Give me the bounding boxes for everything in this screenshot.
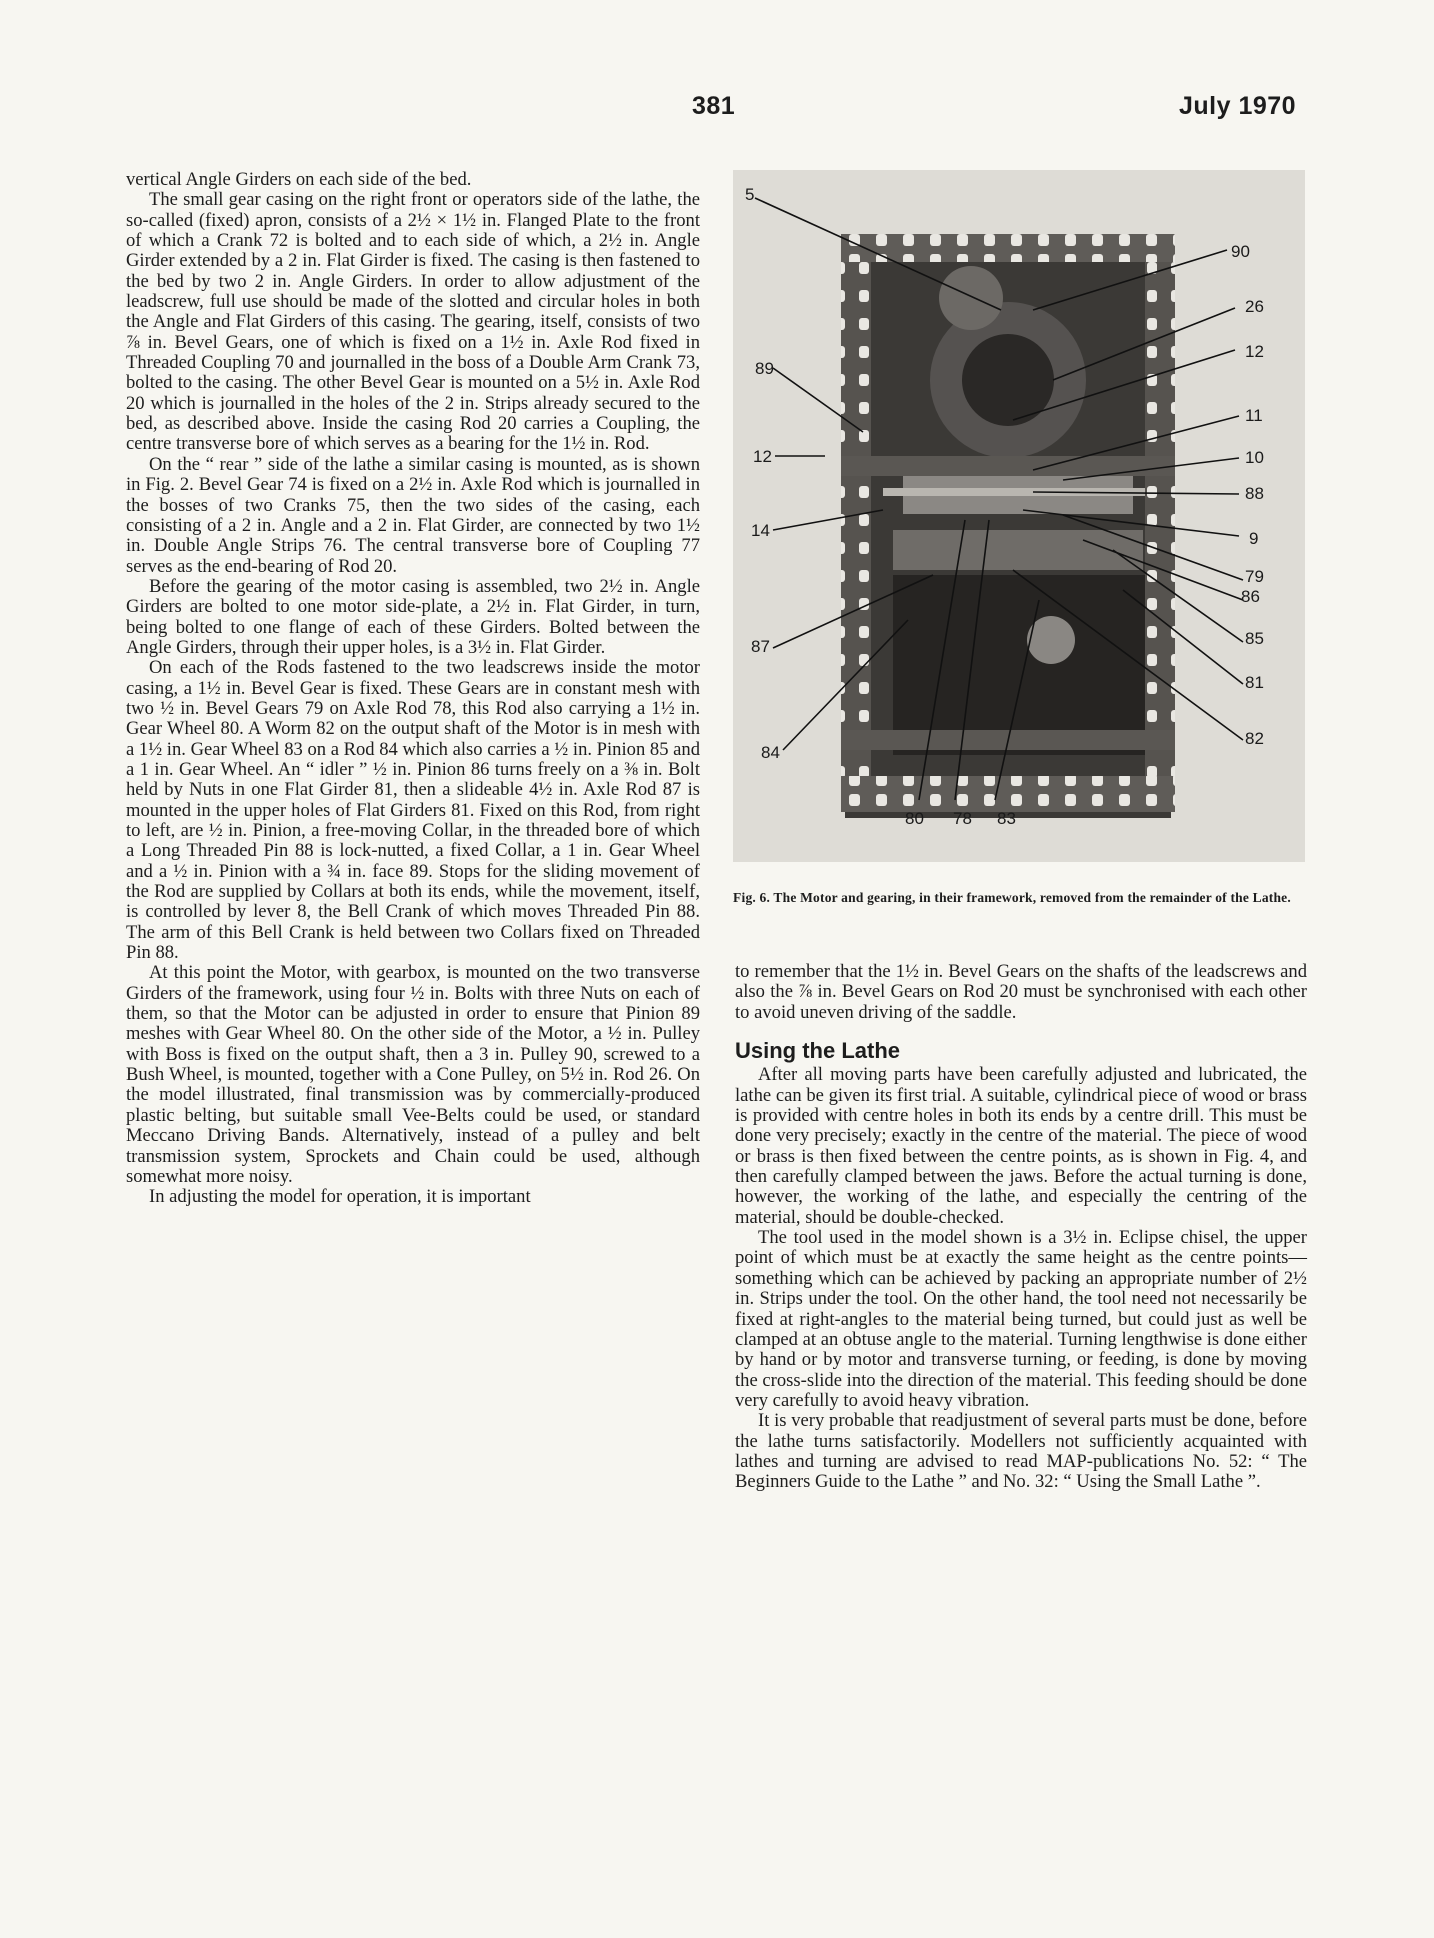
paragraph: In adjusting the model for operation, it is important	[149, 1186, 531, 1208]
callout-label: 90	[1231, 242, 1250, 261]
callout-label: 5	[745, 185, 755, 204]
paragraph: On the “ rear ” side of the lathe a similar casing is mounted, as is shown in Fig. 2. Bevel Gear 74 is fixed on a 2½ in. Axle Rod which is journalled in the bosses of two Cranks 75, then the two sides of the casing, each consisting of a 2 in. Angle and a 2 in. Flat Girder, are connected by two 1½ in. Double Angle Strips 76. The central transverse bore of Coupling 77 serves as the end-bearing of Rod 20.	[126, 453, 700, 577]
callout-label: 82	[1245, 729, 1264, 748]
paragraph: Before the gearing of the motor casing is assembled, two 2½ in. Angle Girders are bolted to one motor side-plate, a 2½ in. Flat Girder, in turn, being bolted to one flange of each of these Girders. Bolted between the Angle Girders, through their upper holes, is a 3½ in. Flat Girder.	[126, 575, 700, 658]
paragraph: At this point the Motor, with gearbox, is mounted on the two transverse Girders of the framework, using four ½ in. Bolts with three Nuts on each of them, so that the Motor can be adjusted in order to ensure that Pinion 89 meshes with Gear Wheel 80. On the other side of the Motor, a ½ in. Pulley with Boss is fixed on the output shaft, then a 3 in. Pulley 90, screwed to a Bush Wheel, is mounted, together with a Cone Pulley, on 5½ in. Rod 26. On the model illustrated, final transmission was by commercially-produced plastic belting, but suitable small Vee-Belts could be used, or standard Meccano Driving Bands. Alternatively, instead of a pulley and belt transmission system, Sprockets and Chain could be used, although somewhat more noisy.	[126, 962, 700, 1187]
callout-label: 87	[751, 637, 770, 656]
right-column	[735, 962, 1307, 1493]
callout-label: 84	[761, 743, 780, 762]
left-column	[126, 170, 700, 1208]
issue-date: July 1970	[1179, 92, 1297, 120]
figure-caption-text: The Motor and gearing, in their framework, removed from the remainder of the Lathe.	[773, 890, 1291, 905]
lathe-framework-illustration	[733, 170, 1305, 862]
callout-label: 12	[753, 447, 772, 466]
paragraph: On each of the Rods fastened to the two leadscrews inside the motor casing, a 1½ in. Bevel Gear is fixed. These Gears are in constant mesh with two ½ in. Bevel Gears 79 on Axle Rod 78, this Rod also carrying a 1½ in. Gear Wheel 80. A Worm 82 on the output shaft of the Motor is in mesh with a 1½ in. Gear Wheel 83 on a Rod 84 which also carries a ½ in. Pinion 85 and a 1 in. Gear Wheel. An “ idler ” ½ in. Pinion 86 turns freely on a ⅜ in. Bolt held by Nuts in one Flat Girder 81, then a slideable 4½ in. Axle Rod 87 is mounted in the upper holes of Flat Girders 81. Fixed on this Rod, from right to left, are ½ in. Pinion, a free-moving Collar, in the threaded bore of which a Long Threaded Pin 88 is lock-nutted, a fixed Collar, a 1 in. Gear Wheel and a ½ in. Pinion with a ¾ in. face 89. Stops for the sliding movement of the Rod are supplied by Collars at both its ends, while the movement, itself, is controlled by lever 8, the Bell Crank of which moves Threaded Pin 88. The arm of this Bell Crank is held between two Collars fixed on Threaded Pin 88.	[126, 657, 700, 964]
paragraph: to remember that the 1½ in. Bevel Gears on the shafts of the leadscrews and also the ⅞ in. Bevel Gears on Rod 20 must be synchronised with each other to avoid uneven driving of the saddle.	[735, 961, 1307, 1023]
figure-caption	[733, 890, 1305, 906]
callout-label: 81	[1245, 673, 1264, 692]
paragraph: The small gear casing on the right front or operators side of the lathe, the so-called (fixed) apron, consists of a 2½ × 1½ in. Flanged Plate to the front of which a Crank 72 is bolted and to each side of which, a 2½ in. Angle Girder extended by a 2 in. Flat Girder is fixed. The casing is then fastened to the bed by two 2 in. Angle Girders. In order to allow adjustment of the leadscrew, full use should be made of the slotted and circular holes in both the Angle and Flat Girders of this casing. The gearing, itself, consists of two ⅞ in. Bevel Gears, one of which is fixed on a 1½ in. Axle Rod fixed in Threaded Coupling 70 and journalled in the boss of a Double Arm Crank 73, bolted to the casing. The other Bevel Gear is mounted on a 5½ in. Axle Rod 20 which is journalled in the holes of the 2 in. Strips already secured to the bed, as described above. Inside the casing Rod 20 carries a Coupling, the centre transverse bore of which serves as a bearing for the 1½ in. Rod.	[126, 189, 700, 455]
callout-label: 12	[1245, 342, 1264, 361]
callout-label: 79	[1245, 567, 1264, 586]
callout-label: 80	[905, 809, 924, 828]
callout-label: 85	[1245, 629, 1264, 648]
paragraph: vertical Angle Girders on each side of the bed.	[126, 169, 472, 190]
paragraph: The tool used in the model shown is a 3½ in. Eclipse chisel, the upper point of which must be at exactly the same height as the centre points—something which can be achieved by packing an appropriate number of 2½ in. Strips under the tool. On the other hand, the tool need not necessarily be fixed at right-angles to the material being turned, but could just as well be clamped at an obtuse angle to the material. Turning lengthwise is done either by hand or by motor and transverse turning, or feeding, is done by moving the cross-slide into the direction of the material. This feeding should be done very carefully to avoid heavy vibration.	[735, 1227, 1307, 1411]
callout-label: 86	[1241, 587, 1260, 606]
figure-caption-lead: Fig. 6.	[733, 890, 771, 905]
paragraph: It is very probable that readjustment of several parts must be done, before the lathe turns satisfactorily. Modellers not sufficiently acquainted with lathes and turning are advised to read MAP-publications No. 52: “ The Beginners Guide to the Lathe ” and No. 32: “ Using the Small Lathe ”.	[735, 1410, 1307, 1493]
callout-label: 26	[1245, 297, 1264, 316]
figure-photo	[733, 170, 1305, 862]
callout-label: 9	[1249, 529, 1259, 548]
callout-label: 88	[1245, 484, 1264, 503]
callout-label: 83	[997, 809, 1016, 828]
callout-label: 89	[755, 359, 774, 378]
paragraph: After all moving parts have been carefully adjusted and lubricated, the lathe can be given its first trial. A suitable, cylindrical piece of wood or brass is provided with centre holes in both its ends by a centre drill. This must be done very precisely; exactly in the centre of the material. The piece of wood or brass is then fixed between the centre points, as is shown in Fig. 4, and then carefully clamped between the jaws. Before the actual turning is done, however, the working of the lathe, and especially the centring of the material, should be double-checked.	[735, 1064, 1307, 1228]
section-heading: Using the Lathe	[735, 1038, 901, 1064]
callout-label: 14	[751, 521, 770, 540]
callout-label: 11	[1245, 406, 1263, 425]
page-number: 381	[692, 92, 736, 120]
callout-label: 10	[1245, 448, 1264, 467]
callout-label: 78	[953, 809, 972, 828]
